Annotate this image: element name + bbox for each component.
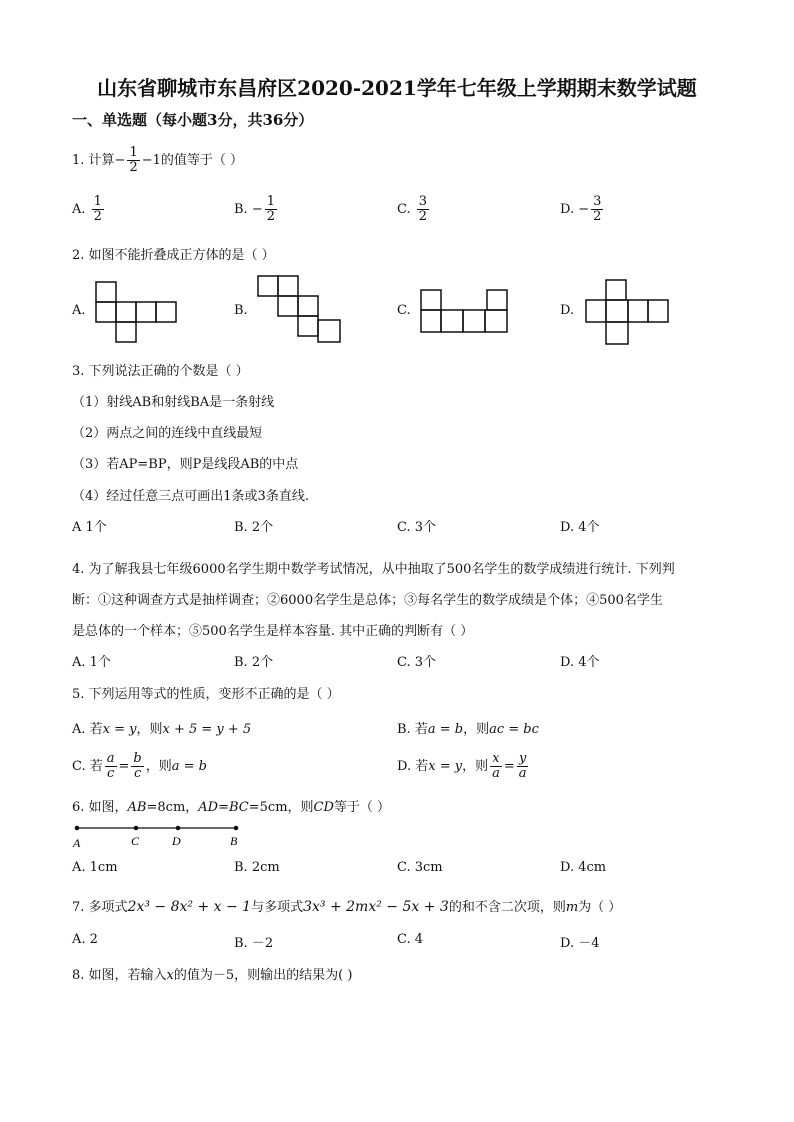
q7-option-b[interactable]: B. －2 [234, 936, 274, 951]
q3-option-a[interactable]: A 1个 [72, 520, 107, 535]
q5-option-a[interactable]: A. 若x = y，则x + 5 = y + 5 [72, 722, 252, 737]
q4-option-b[interactable]: B. 2个 [234, 655, 274, 670]
section-heading: 一、单选题（每小题3分，共36分） [72, 111, 314, 129]
q1-option-c[interactable]: C. $\frac{3}{2}$ [397, 194, 428, 224]
label-b: B [230, 834, 238, 848]
point-a [75, 826, 80, 831]
q3-option-c[interactable]: C. 3个 [397, 520, 437, 535]
q2-stem: 2. 如图不能折叠成正方体的是（ ） [72, 248, 275, 263]
q8-stem: 8. 如图，若输入x的值为－5，则输出的结果为( ) [72, 968, 353, 983]
q6-option-d[interactable]: D. 4cm [560, 860, 607, 875]
q7-option-c[interactable]: C. 4 [397, 932, 424, 947]
q7-stem: 7. 多项式2x³ − 8x² + x − 1与多项式3x³ + 2mx² − 5x + 3的和不含二次项，则m为（ ） [72, 899, 622, 915]
q3-option-d[interactable]: D. 4个 [560, 520, 600, 535]
q6-stem: 6. 如图，AB=8cm，AD=BC=5cm，则CD等于（ ） [72, 800, 391, 815]
q4-option-a[interactable]: A. 1个 [72, 655, 111, 670]
label-a: A [73, 836, 81, 850]
q6-option-a[interactable]: A. 1cm [72, 860, 118, 875]
q3-item-4: （4）经过任意三点可画出1条或3条直线. [72, 489, 309, 504]
point-b [234, 826, 239, 831]
q3-option-b[interactable]: B. 2个 [234, 520, 274, 535]
q1-fraction: $\frac{1}{2}$ [129, 145, 138, 175]
label-d: D [172, 834, 181, 848]
q2-option-a-label[interactable]: A. [72, 303, 86, 318]
q4-option-d[interactable]: D. 4个 [560, 655, 600, 670]
point-d [176, 826, 181, 831]
q1-option-a[interactable]: A. $\frac{1}{2}$ [72, 194, 102, 224]
q5-option-b[interactable]: B. 若a = b，则ac = bc [397, 722, 539, 737]
q2-option-d-label[interactable]: D. [560, 303, 575, 318]
q5-option-c[interactable]: C. 若 $\frac{a}{c}$ = $\frac{b}{c}$ ，则a = b [72, 751, 207, 781]
page-title: 山东省聊城市东昌府区2020-2021学年七年级上学期期末数学试题 [97, 76, 697, 100]
q2-option-c-label[interactable]: C. [397, 303, 411, 318]
q6-option-b[interactable]: B. 2cm [234, 860, 280, 875]
q1-stem: 1. 计算− $\frac{1}{2}$ −1的值等于（ ） [72, 145, 244, 175]
q3-stem: 3. 下列说法正确的个数是（ ） [72, 364, 249, 379]
q5-option-d[interactable]: D. 若x = y，则 $\frac{x}{a}$ = $\frac{y}{a}$ [397, 751, 527, 781]
q4-line-3: 是总体的一个样本；⑤500名学生是样本容量. 其中正确的判断有（ ） [72, 624, 474, 639]
q4-line-1: 4. 为了解我县七年级6000名学生期中数学考试情况，从中抽取了500名学生的数学成绩进行统计. 下列判 [72, 562, 675, 577]
label-c: C [131, 834, 140, 848]
q3-item-3: （3）若AP=BP，则P是线段AB的中点 [72, 457, 299, 472]
q5-stem: 5. 下列运用等式的性质，变形不正确的是（ ） [72, 687, 340, 702]
q2-option-b-label[interactable]: B. [234, 303, 248, 318]
q7-option-a[interactable]: A. 2 [72, 932, 98, 947]
q3-item-1: （1）射线AB和射线BA是一条射线 [72, 395, 275, 410]
q7-option-d[interactable]: D. －4 [560, 936, 600, 951]
q1-option-d[interactable]: D. − $\frac{3}{2}$ [560, 194, 602, 224]
q4-line-2: 断：①这种调查方式是抽样调查；②6000名学生是总体；③每名学生的数学成绩是个体；④500名学生 [72, 593, 663, 608]
q3-item-2: （2）两点之间的连线中直线最短 [72, 426, 263, 441]
q6-option-c[interactable]: C. 3cm [397, 860, 443, 875]
point-c [134, 826, 139, 831]
q4-option-c[interactable]: C. 3个 [397, 655, 437, 670]
q1-option-b[interactable]: B. − $\frac{1}{2}$ [234, 194, 276, 224]
